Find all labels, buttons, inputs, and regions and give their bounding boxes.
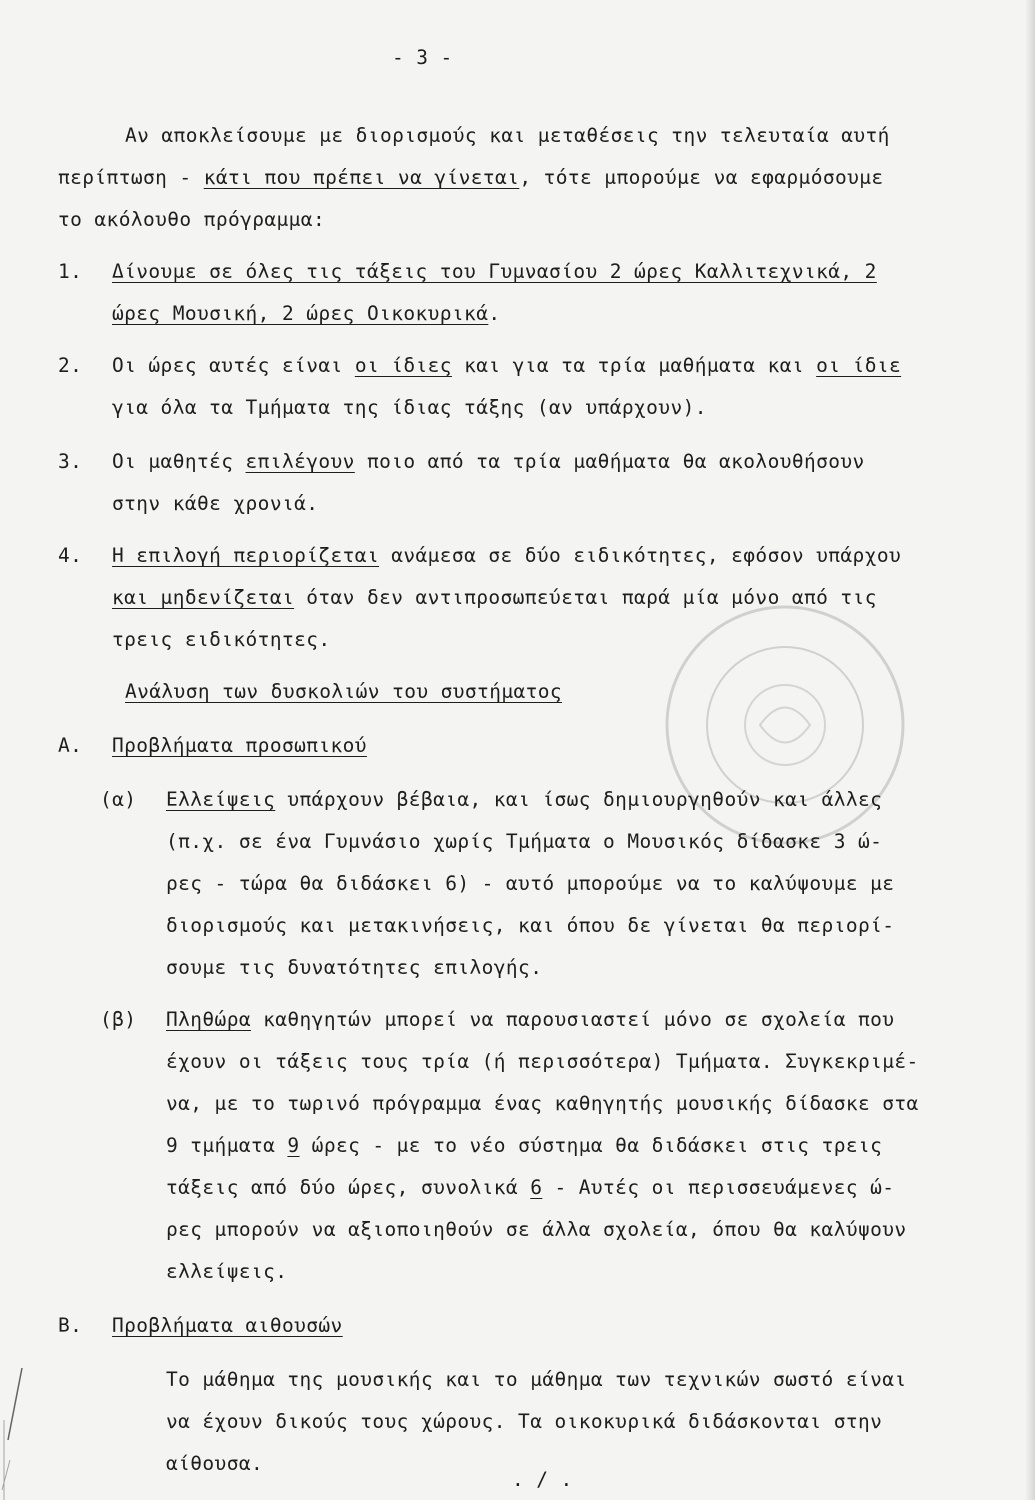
item-number: 4. xyxy=(58,544,83,567)
item-number: 3. xyxy=(58,450,83,473)
section-b-line-3: αίθουσα. xyxy=(166,1452,264,1475)
item-2-line-2: για όλα τα Τμήματα της ίδιας τάξης (αν υπάρχουν). xyxy=(112,396,707,419)
section-b-line-1: Το μάθημα της μουσικής και το μάθημα των τεχνικών σωστό είναι xyxy=(166,1368,907,1391)
item-3-line-2: στην κάθε χρονιά. xyxy=(112,492,319,515)
intro-line-2: περίπτωση - κάτι που πρέπει να γίνεται, τότε μπορούμε να εφαρμόσουμε xyxy=(58,166,884,189)
item-3-line-1: Οι μαθητές επιλέγουν ποιο από τα τρία μαθήματα θα ακολουθήσουν xyxy=(112,450,865,473)
item-number: 1. xyxy=(58,260,83,283)
sub-b-line-5: τάξεις από δύο ώρες, συνολικά 6 - Αυτές οι περισσευάμενες ώ- xyxy=(166,1176,895,1199)
item-4-line-3: τρεις ειδικότητες. xyxy=(112,628,331,651)
sub-b-line-1: Πληθώρα καθηγητών μπορεί να παρουσιαστεί μόνο σε σχολεία που xyxy=(166,1008,895,1031)
sub-b-line-6: ρες μπορούν να αξιοποιηθούν σε άλλα σχολεία, όπου θα καλύψουν xyxy=(166,1218,907,1241)
section-b-letter: Β. xyxy=(58,1314,83,1337)
item-1-line-2: ώρες Μουσική, 2 ώρες Οικοκυρικά. xyxy=(112,302,501,325)
sub-b-line-2: έχουν οι τάξεις τους τρία (ή περισσότερα) Τμήματα. Συγκεκριμέ- xyxy=(166,1050,919,1073)
intro-line-3: το ακόλουθο πρόγραμμα: xyxy=(58,208,326,231)
official-seal-stamp xyxy=(660,600,910,850)
sub-b-line-7: ελλείψεις. xyxy=(166,1260,288,1283)
sub-a-line-4: διορισμούς και μετακινήσεις, και όπου δε γίνεται θα περιορί- xyxy=(166,914,895,937)
section-b-title: Προβλήματα αιθουσών xyxy=(112,1314,343,1337)
page-number: - 3 - xyxy=(392,46,453,69)
margin-pen-mark xyxy=(0,1360,30,1500)
sub-a-line-2: (π.χ. σε ένα Γυμνάσιο χωρίς Τμήματα ο Μουσικός δίδασκε 3 ώ- xyxy=(166,830,883,853)
item-4-line-2: και μηδενίζεται όταν δεν αντιπροσωπεύεται παρά μία μόνο από τις xyxy=(112,586,877,609)
underlined-phrase: κάτι που πρέπει να γίνεται xyxy=(203,166,520,189)
sub-label-b: (β) xyxy=(100,1008,137,1031)
sub-a-line-5: σουμε τις δυνατότητες επιλογής. xyxy=(166,956,543,979)
item-2-line-1: Οι ώρες αυτές είναι οι ίδιες και για τα τρία μαθήματα και οι ίδιε xyxy=(112,354,902,377)
sub-b-line-3: να, με το τωρινό πρόγραμμα ένας καθηγητής μουσικής δίδασκε στα xyxy=(166,1092,919,1115)
item-4-line-1: Η επιλογή περιορίζεται ανάμεσα σε δύο ειδικότητες, εφόσον υπάρχου xyxy=(112,544,902,567)
intro-line-1: Αν αποκλείσουμε με διορισμούς και μεταθέσεις την τελευταία αυτή xyxy=(125,124,890,147)
sub-label-a: (α) xyxy=(100,788,137,811)
analysis-heading: Ανάλυση των δυσκολιών του συστήματος xyxy=(125,680,563,703)
item-1-line-1: Δίνουμε σε όλες τις τάξεις του Γυμνασίου 2 ώρες Καλλιτεχνικά, 2 xyxy=(112,260,877,283)
page-edge-shadow xyxy=(1025,0,1035,1500)
section-a-title: Προβλήματα προσωπικού xyxy=(112,734,367,757)
section-b-line-2: να έχουν δικούς τους χώρους. Τα οικοκυρικά διδάσκονται στην xyxy=(166,1410,883,1433)
item-number: 2. xyxy=(58,354,83,377)
section-a-letter: Α. xyxy=(58,734,83,757)
continuation-mark: . / . xyxy=(512,1468,573,1491)
sub-a-line-3: ρες - τώρα θα διδάσκει 6) - αυτό μπορούμε να το καλύψουμε με xyxy=(166,872,895,895)
sub-a-line-1: Ελλείψεις υπάρχουν βέβαια, και ίσως δημιουργηθούν και άλλες xyxy=(166,788,883,811)
sub-b-line-4: 9 τμήματα 9 ώρες - με το νέο σύστημα θα διδάσκει στις τρεις xyxy=(166,1134,883,1157)
